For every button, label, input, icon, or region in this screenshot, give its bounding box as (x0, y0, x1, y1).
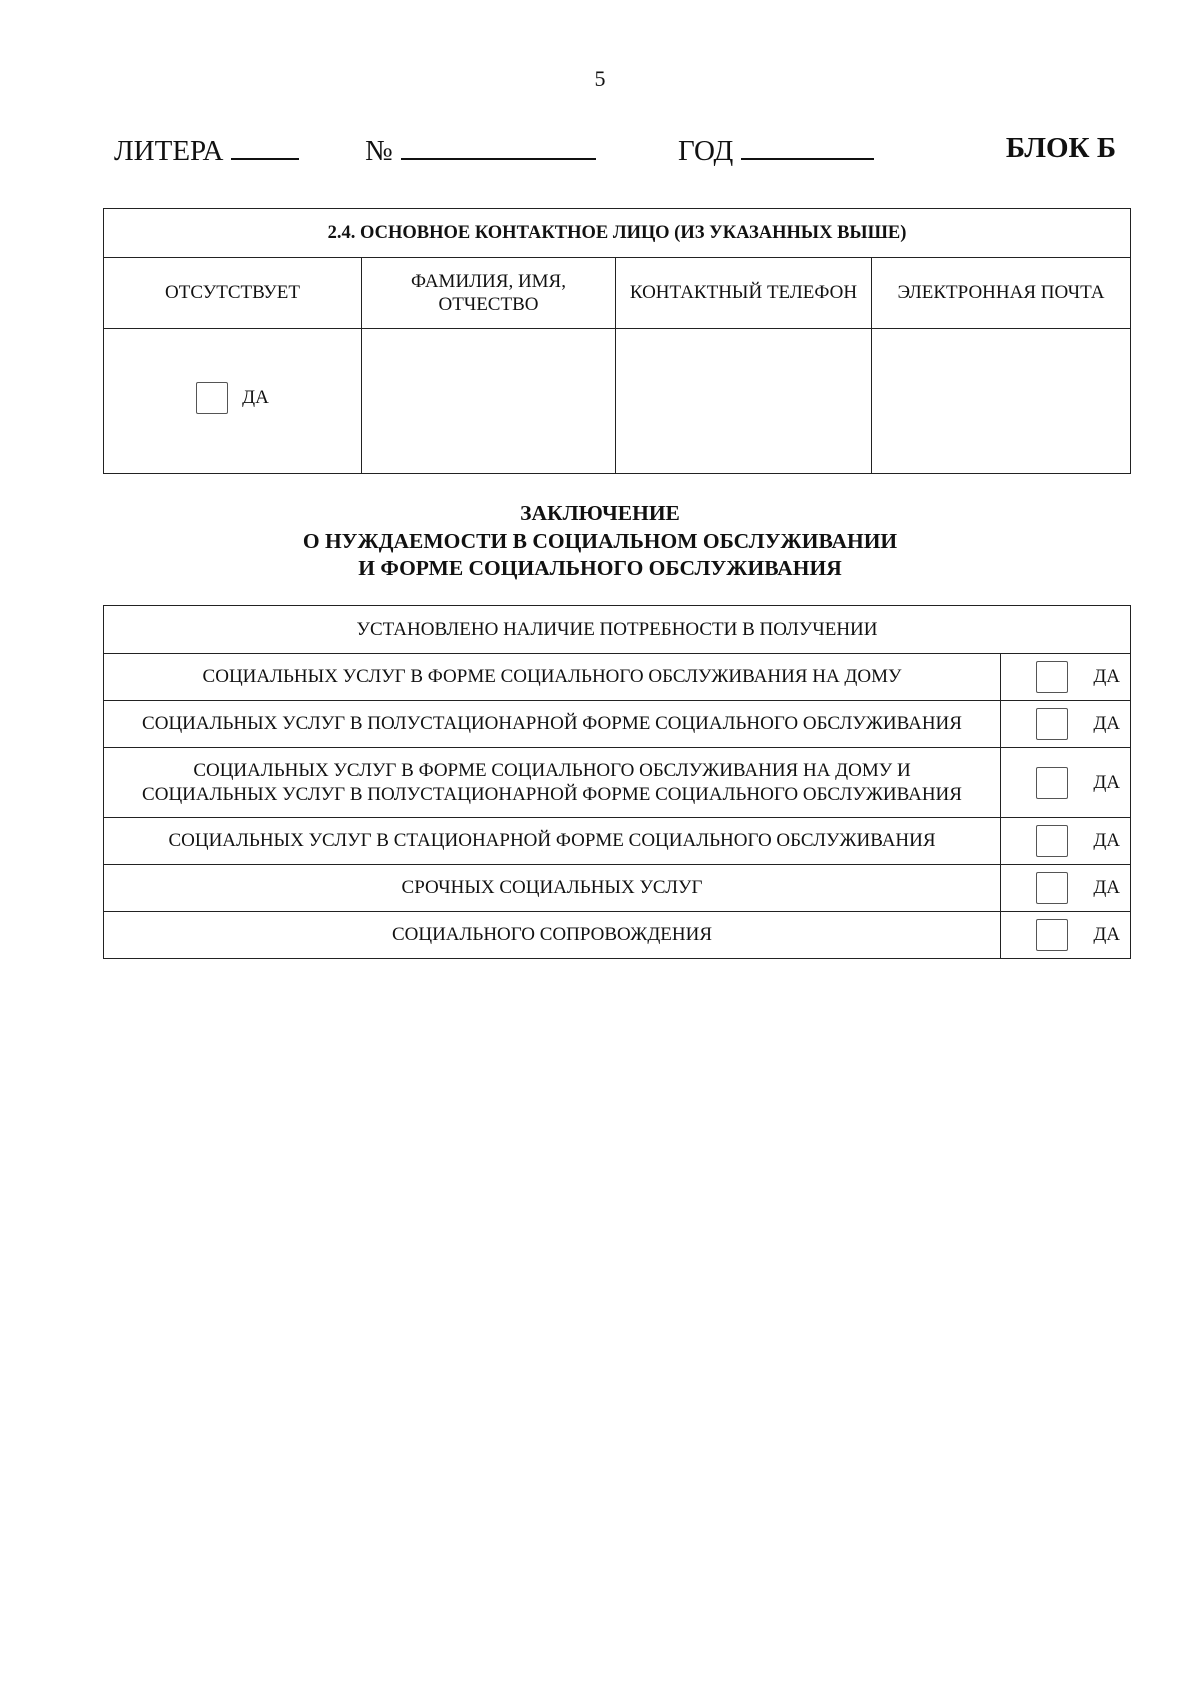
document-header (0, 132, 1200, 172)
column-header-full-name: ФАМИЛИЯ, ИМЯ, ОТЧЕСТВО (362, 258, 616, 329)
need-label-home-service: СОЦИАЛЬНЫХ УСЛУГ В ФОРМЕ СОЦИАЛЬНОГО ОБСЛУЖИВАНИЯ НА ДОМУ (104, 654, 1001, 701)
need-choice (1001, 654, 1131, 701)
litera-field (114, 132, 299, 168)
column-header-email: ЭЛЕКТРОННАЯ ПОЧТА (872, 258, 1131, 329)
needs-table (103, 605, 1131, 959)
number-label: № (365, 135, 393, 167)
need-checkbox-home-service[interactable] (1036, 661, 1068, 693)
year-field (678, 132, 874, 168)
need-label-semi-stationary: СОЦИАЛЬНЫХ УСЛУГ В ПОЛУСТАЦИОНАРНОЙ ФОРМЕ СОЦИАЛЬНОГО ОБСЛУЖИВАНИЯ (104, 701, 1001, 748)
yes-label: ДА (1093, 924, 1120, 946)
phone-cell[interactable] (616, 329, 872, 474)
absent-yes-label: ДА (242, 387, 269, 409)
conclusion-title-line: И ФОРМЕ СОЦИАЛЬНОГО ОБСЛУЖИВАНИЯ (358, 556, 842, 581)
need-label-home-and-semi-stationary: СОЦИАЛЬНЫХ УСЛУГ В ФОРМЕ СОЦИАЛЬНОГО ОБСЛУЖИВАНИЯ НА ДОМУ И СОЦИАЛЬНЫХ УСЛУГ В ПОЛУСТАЦИОНАРНОЙ ФОРМЕ СОЦИАЛЬНОГО ОБСЛУЖИВАНИЯ (104, 748, 1001, 818)
yes-label: ДА (1093, 877, 1120, 899)
conclusion-title-line: О НУЖДАЕМОСТИ В СОЦИАЛЬНОМ ОБСЛУЖИВАНИИ (302, 528, 898, 553)
block-label: БЛОК Б (1005, 132, 1116, 164)
need-checkbox-stationary[interactable] (1036, 825, 1068, 857)
absent-cell (104, 329, 362, 474)
yes-label: ДА (1093, 830, 1120, 852)
page-number: 5 (594, 66, 606, 91)
yes-label: ДА (1093, 666, 1120, 688)
contact-table (103, 208, 1131, 474)
conclusion-title (0, 500, 1200, 583)
need-checkbox-social-support[interactable] (1036, 919, 1068, 951)
contact-table-title: 2.4. ОСНОВНОЕ КОНТАКТНОЕ ЛИЦО (ИЗ УКАЗАННЫХ ВЫШЕ) (104, 209, 1131, 258)
yes-label: ДА (1093, 713, 1120, 735)
need-choice (1001, 818, 1131, 865)
need-label-urgent-services: СРОЧНЫХ СОЦИАЛЬНЫХ УСЛУГ (104, 865, 1001, 912)
needs-table-header: УСТАНОВЛЕНО НАЛИЧИЕ ПОТРЕБНОСТИ В ПОЛУЧЕНИИ (104, 606, 1131, 654)
absent-checkbox[interactable] (196, 382, 228, 414)
need-choice (1001, 701, 1131, 748)
full-name-cell[interactable] (362, 329, 616, 474)
need-checkbox-home-and-semi-stationary[interactable] (1036, 767, 1068, 799)
year-blank[interactable] (741, 132, 874, 160)
yes-label: ДА (1093, 771, 1120, 793)
year-label: ГОД (678, 135, 734, 167)
litera-label: ЛИТЕРА (114, 135, 224, 167)
need-label-social-support: СОЦИАЛЬНОГО СОПРОВОЖДЕНИЯ (104, 912, 1001, 959)
need-choice (1001, 748, 1131, 818)
number-blank[interactable] (401, 132, 596, 160)
need-label-stationary: СОЦИАЛЬНЫХ УСЛУГ В СТАЦИОНАРНОЙ ФОРМЕ СОЦИАЛЬНОГО ОБСЛУЖИВАНИЯ (104, 818, 1001, 865)
need-choice (1001, 912, 1131, 959)
conclusion-title-line: ЗАКЛЮЧЕНИЕ (520, 501, 680, 525)
need-choice (1001, 865, 1131, 912)
litera-blank[interactable] (231, 132, 299, 160)
need-checkbox-urgent-services[interactable] (1036, 872, 1068, 904)
number-field (365, 132, 596, 168)
need-checkbox-semi-stationary[interactable] (1036, 708, 1068, 740)
email-cell[interactable] (872, 329, 1131, 474)
column-header-absent: ОТСУТСТВУЕТ (104, 258, 362, 329)
column-header-phone: КОНТАКТНЫЙ ТЕЛЕФОН (616, 258, 872, 329)
